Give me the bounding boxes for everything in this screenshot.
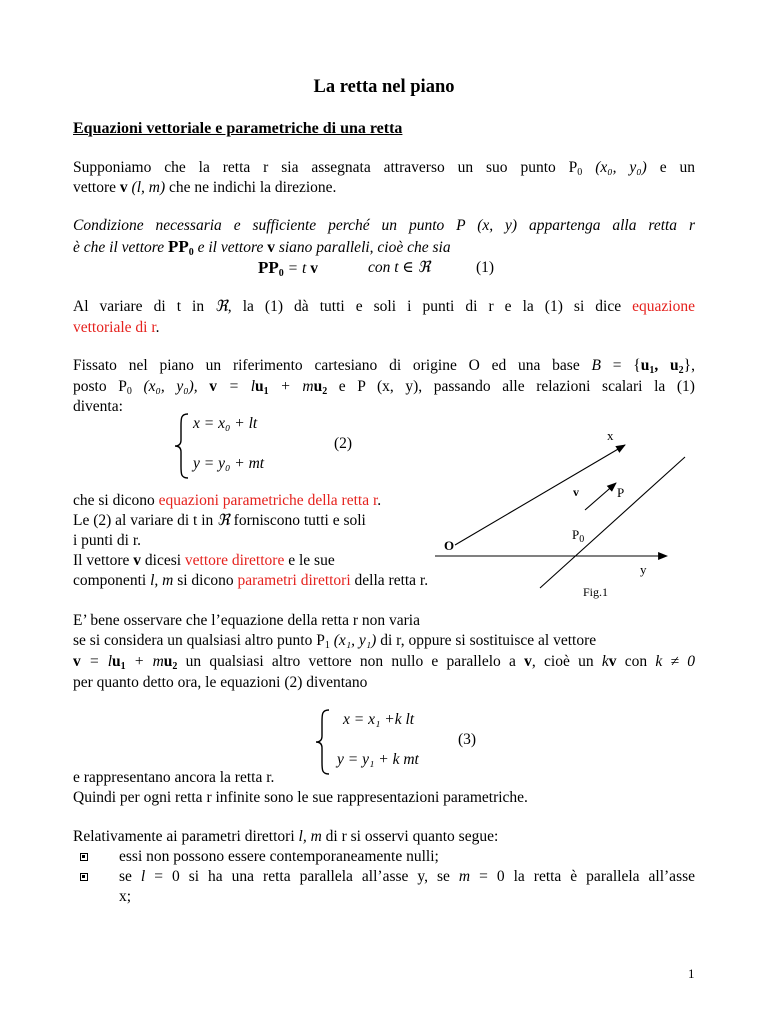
paragraph-6-line-2: se si considera un qualsiasi altro punto $P_1$ (x₁, y₁) di r, oppure si sostituisce al vettore [73,632,597,651]
bullet-item-2: se l = 0 si ha una retta parallela all’asse y, se m = 0 la retta è parallela all’asse [119,868,696,885]
system-2-equation-2: y = y₀ + mt [193,455,265,472]
bullet-icon [80,873,89,881]
paragraph-5-line-2: Le (2) al variare di t in ℜ forniscono tutti e soli [73,512,366,529]
section-heading: Equazioni vettoriale e parametriche di una retta [73,120,403,137]
figure-label-P0: $P_0$ [572,527,585,545]
paragraph-5-line-3: i punti di r. [73,532,142,549]
page-title: La retta nel piano [313,77,455,97]
equation-1-number: (1) [476,259,495,276]
system-2-equation-1: x = x₀ + lt [193,415,258,432]
figure-label-y: y [640,562,647,577]
paragraph-5-line-1: che si dicono equazioni parametriche della retta r. [73,492,382,509]
paragraph-4-line-1: Fissato nel piano un riferimento cartesiano di origine O ed una base $B = \{u_1$, $u_2$}, [73,357,695,376]
paragraph-3-line-1: Al variare di t in ℜ, la (1) dà tutti e soli i punti di r e la (1) si dice equazione [73,298,695,315]
paragraph-7-line-1: e rappresentano ancora la retta r. [73,769,275,786]
bullet-icon [80,853,89,861]
paragraph-6-line-4: per quanto detto ora, le equazioni (2) diventano [73,674,368,691]
vector-v-arrow [585,483,616,510]
page-number: 1 [688,966,695,981]
system-3-equation-2: y = y₁ + k mt [337,751,419,768]
figure-label-P: P [617,485,625,500]
paragraph-6-line-1: E’ bene osservare che l’equazione della retta r non varia [73,612,420,629]
paragraph-2-line-2: è che il vettore $PP_0$ e il vettore v siano paralleli, cioè che sia [73,237,451,258]
paragraph-8-line-1: Relativamente ai parametri direttori l, m di r si osservi quanto segue: [73,828,499,845]
system-3-equation-1: x = x₁ +k lt [343,711,415,728]
paragraph-3-line-2: vettoriale di r. [73,319,160,336]
equation-1: $PP_0 = t$ v [258,258,318,279]
line-r [540,457,685,588]
figure-label-v: v [573,485,579,499]
figure-label-x: x [607,428,614,443]
paragraph-6-line-3: $v = lu_1 + mu_2$ un qualsiasi altro vettore non nullo e parallelo a v, cioè un kv con k ≠ 0 [73,653,695,672]
x-axis-line [455,445,625,545]
paragraph-7-line-2: Quindi per ogni retta r infinite sono le sue rappresentazioni parametriche. [73,789,528,806]
paragraph-1-line-2: vettore v (l, m) che ne indichi la direzione. [73,179,337,196]
paragraph-5-line-5: componenti l, m si dicono parametri direttori della retta r. [73,572,429,589]
bullet-item-1: essi non possono essere contemporaneamente nulli; [119,848,439,865]
paragraph-1-line-1: Supponiamo che la retta r sia assegnata attraverso un suo punto $P_0$ (x₀, y₀) e un [73,159,695,178]
system-2-number: (2) [334,435,353,452]
paragraph-5-line-4: Il vettore v dicesi vettore direttore e le sue [73,552,335,569]
bullet-item-2-continuation: x; [119,888,132,905]
figure-label-O: O [444,538,455,553]
left-brace-icon [313,708,333,776]
figure-caption: Fig.1 [583,585,609,599]
paragraph-4-line-2: posto $P_0$ (x₀, y₀), $v = lu_1 + mu_2$ e P (x, y), passando alle relazioni scalari la (1) [73,378,695,397]
paragraph-2-line-1: Condizione necessaria e sufficiente perché un punto P (x, y) appartenga alla retta r [73,217,695,234]
system-3-number: (3) [458,731,477,748]
paragraph-4-line-3: diventa: [73,398,123,415]
equation-1-condition: con t ∈ ℜ [368,259,431,276]
